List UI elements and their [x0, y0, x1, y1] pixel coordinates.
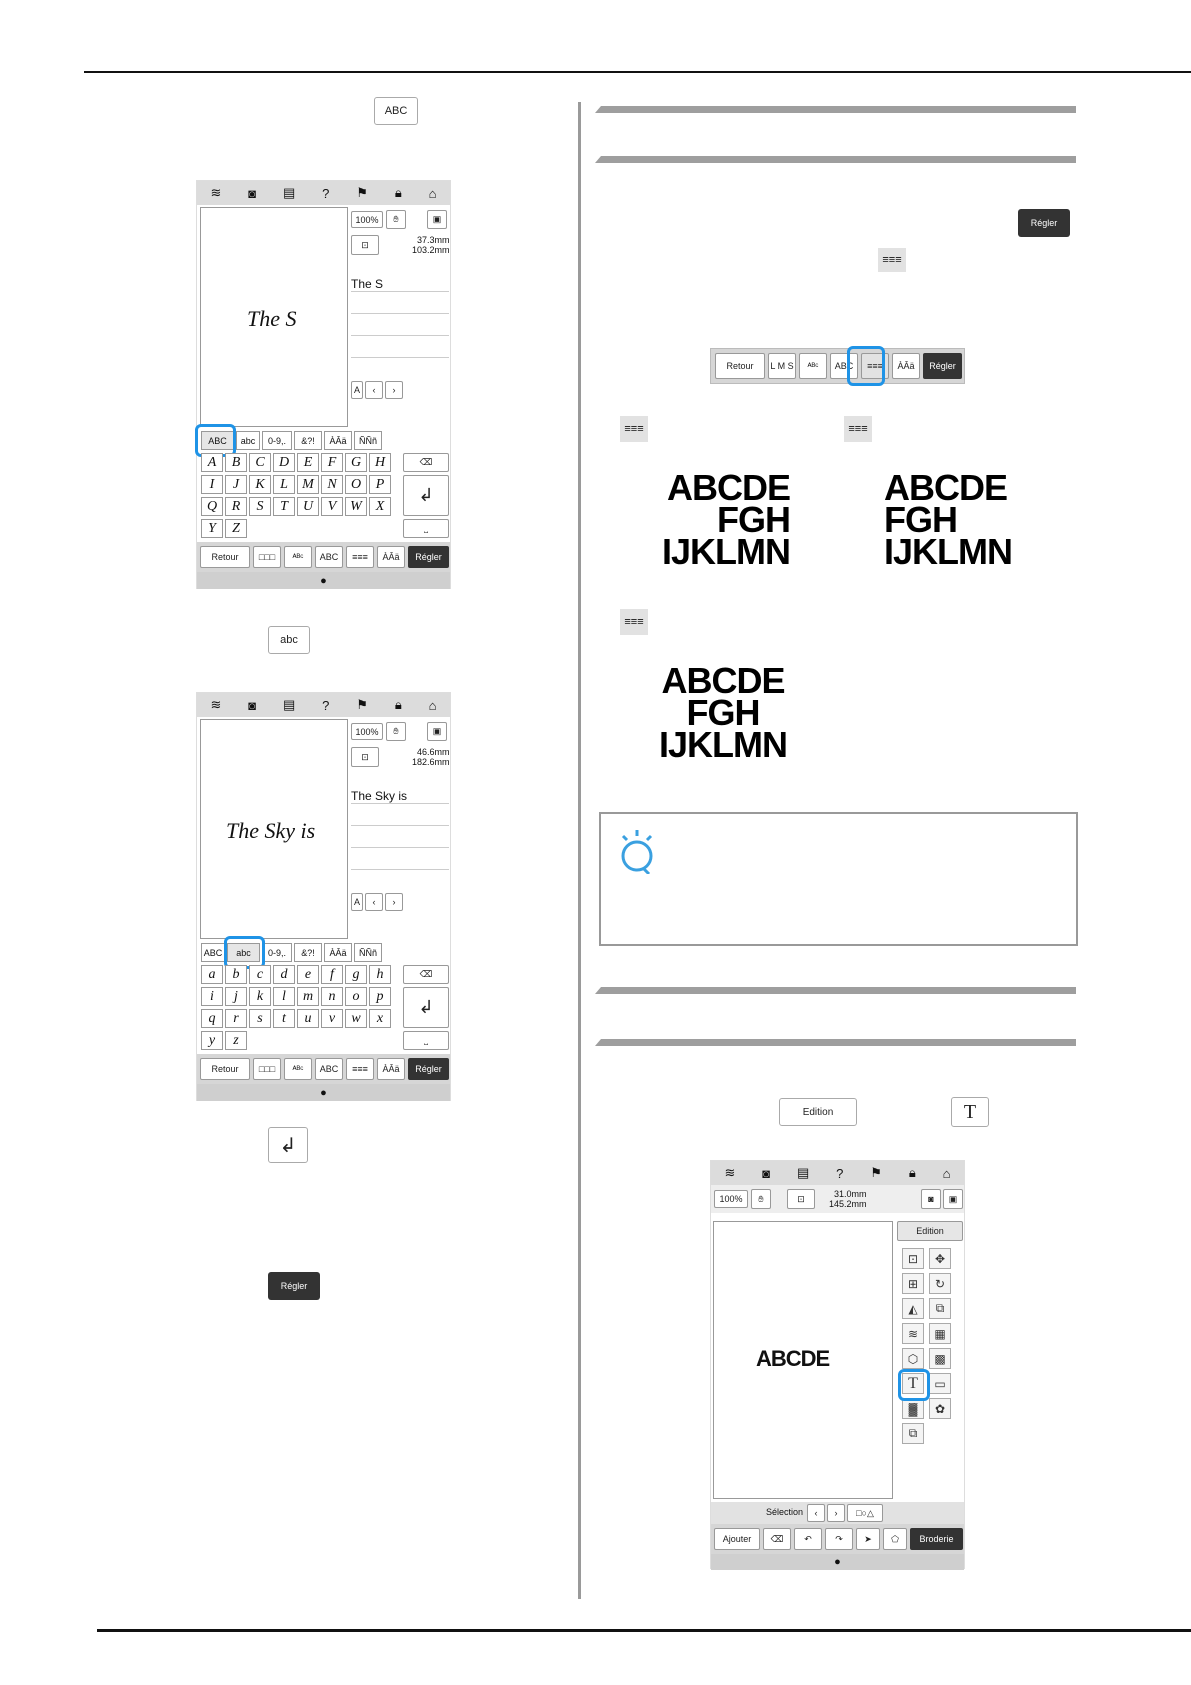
key-row — [201, 475, 391, 494]
key[interactable]: k — [249, 987, 271, 1006]
align-center-icon: ≡≡≡ — [878, 248, 906, 272]
font-button[interactable]: ÀÂä — [892, 353, 920, 379]
key[interactable]: W — [345, 497, 367, 516]
chevron-right-icon[interactable]: › — [827, 1504, 845, 1522]
top-toolbar — [197, 181, 450, 205]
space-icon[interactable]: ⎵ — [403, 519, 449, 538]
key[interactable]: d — [273, 965, 295, 984]
edition-tab[interactable]: Edition — [897, 1221, 963, 1241]
dim-height: 182.6mm — [412, 757, 450, 767]
text-input[interactable]: The S — [351, 277, 384, 291]
help-icon[interactable]: ? — [836, 1165, 844, 1181]
wifi-icon[interactable]: ≋ — [210, 185, 222, 200]
enter-icon[interactable]: ↲ — [403, 475, 449, 516]
key[interactable]: D — [273, 453, 295, 472]
dim-width: 46.6mm — [417, 747, 450, 757]
font-icon[interactable]: A — [351, 381, 363, 399]
enter-icon[interactable]: ↲ — [403, 987, 449, 1028]
dim-width: 37.3mm — [417, 235, 450, 245]
bottom-bar — [711, 1524, 964, 1554]
screen-edit — [710, 1160, 965, 1569]
key[interactable]: v — [321, 1009, 343, 1028]
tab-accents[interactable]: ÀÂä — [324, 431, 352, 450]
home-icon[interactable]: ⌂ — [428, 185, 437, 201]
key[interactable]: P — [369, 475, 391, 494]
camera-icon[interactable]: ◙ — [248, 185, 257, 201]
top-toolbar — [197, 693, 450, 717]
lock-icon[interactable]: 🔒︎ — [908, 1165, 916, 1180]
resize-icon[interactable]: ⊡ — [902, 1248, 924, 1269]
key[interactable]: y — [201, 1031, 223, 1050]
regler-button[interactable]: Régler — [923, 353, 962, 379]
key[interactable]: T — [273, 497, 295, 516]
status-bar — [197, 572, 450, 589]
shape-select-icon[interactable]: □○△ — [847, 1504, 883, 1522]
document-icon[interactable]: ▤ — [282, 185, 296, 200]
preview-icon[interactable]: ▣ — [943, 1189, 963, 1209]
key-row — [201, 453, 391, 472]
key[interactable]: e — [297, 965, 319, 984]
key[interactable]: K — [249, 475, 271, 494]
sample-line: FGH — [717, 499, 790, 540]
canvas-text: The S — [247, 306, 297, 331]
size-button[interactable]: □□□ — [253, 546, 281, 568]
status-bar — [197, 1084, 450, 1101]
wifi-icon[interactable]: ≋ — [210, 697, 222, 712]
chevron-left-icon[interactable]: ‹ — [365, 381, 383, 399]
sample-line: ABCDE — [884, 467, 1008, 508]
canvas[interactable] — [200, 207, 348, 427]
canvas[interactable] — [713, 1221, 893, 1499]
key[interactable]: g — [345, 965, 367, 984]
delete-icon[interactable]: ⌫ — [403, 453, 449, 472]
tab-abc-lower[interactable]: abc — [227, 943, 260, 962]
key[interactable]: f — [321, 965, 343, 984]
thread-icon: ● — [834, 1556, 841, 1568]
tab-symbols[interactable]: &?! — [294, 431, 322, 450]
retour-button[interactable]: Retour — [200, 1058, 250, 1080]
group-icon[interactable]: ⊞ — [902, 1273, 924, 1294]
key[interactable]: S — [249, 497, 271, 516]
sample-line: IJKLMN — [884, 531, 1012, 572]
chevron-left-icon[interactable]: ‹ — [365, 893, 383, 911]
tab-abc-lower[interactable]: abc — [236, 431, 260, 450]
key[interactable]: R — [225, 497, 247, 516]
key[interactable]: o — [345, 987, 367, 1006]
key[interactable]: w — [345, 1009, 367, 1028]
frame-icon: ⊡ — [351, 747, 379, 767]
align-button[interactable]: ≡≡≡ — [861, 353, 889, 379]
regler-button[interactable]: Régler — [408, 546, 449, 568]
stamp-icon[interactable]: ✿ — [929, 1398, 951, 1419]
key[interactable]: j — [225, 987, 247, 1006]
key[interactable]: z — [225, 1031, 247, 1050]
bottom-bar — [197, 542, 450, 572]
section-bar — [601, 1039, 1076, 1046]
tab-numbers[interactable]: 0-9,. — [262, 943, 292, 962]
thread-icon: ● — [320, 1086, 327, 1099]
lock-icon[interactable]: 🔒︎ — [394, 185, 402, 200]
retour-button[interactable]: Retour — [200, 546, 250, 568]
key[interactable]: l — [273, 987, 295, 1006]
canvas[interactable] — [200, 719, 348, 939]
lock-icon[interactable]: 🔒︎ — [394, 697, 402, 712]
help-icon[interactable]: ? — [322, 185, 330, 201]
column-separator — [578, 102, 581, 1599]
chevron-right-icon[interactable]: › — [385, 893, 403, 911]
size-button[interactable]: L M S — [768, 353, 796, 379]
abc-lowercase-button-ref[interactable]: abc — [268, 626, 310, 654]
sample-right-aligned — [656, 467, 790, 572]
key-row — [201, 1031, 247, 1050]
top-toolbar — [711, 1161, 964, 1185]
shape-icon[interactable]: ⬠ — [883, 1528, 907, 1550]
key[interactable]: u — [297, 1009, 319, 1028]
key[interactable]: A — [201, 453, 223, 472]
screen-uppercase — [196, 180, 451, 589]
key[interactable]: q — [201, 1009, 223, 1028]
applique-icon[interactable]: ⬡ — [902, 1348, 924, 1369]
key[interactable]: G — [345, 453, 367, 472]
wifi-icon[interactable]: ≋ — [724, 1165, 736, 1180]
align-center-icon: ≡≡≡ — [620, 609, 648, 635]
tab-special[interactable]: ÑÑñ — [354, 431, 382, 450]
key[interactable]: M — [297, 475, 319, 494]
key[interactable]: Y — [201, 519, 223, 538]
selection-bar — [711, 1502, 964, 1524]
key[interactable]: C — [249, 453, 271, 472]
tab-numbers[interactable]: 0-9,. — [262, 431, 292, 450]
settings-icon[interactable]: ⚑ — [870, 1165, 882, 1180]
arc-button[interactable]: ᴬᴮᶜ — [284, 1058, 312, 1080]
key[interactable]: L — [273, 475, 295, 494]
tab-special[interactable]: ÑÑñ — [354, 943, 382, 962]
note-icon — [613, 826, 657, 874]
highlight-align — [847, 346, 885, 386]
screen-lowercase — [196, 692, 451, 1101]
spacing-button[interactable]: ABC — [830, 353, 858, 379]
key-row — [201, 497, 391, 516]
undo-icon[interactable]: ↶ — [794, 1528, 822, 1550]
key[interactable]: E — [297, 453, 319, 472]
camera-icon[interactable]: ◙ — [762, 1165, 771, 1181]
camera-icon[interactable]: ◙ — [248, 697, 257, 713]
hand-icon[interactable]: ✋︎ — [386, 722, 406, 741]
key[interactable]: p — [369, 987, 391, 1006]
note-box — [599, 812, 1078, 946]
camera-view-icon[interactable]: ◙ — [921, 1189, 941, 1209]
sample-centered — [656, 660, 790, 765]
selection-label: Sélection — [766, 1507, 804, 1517]
key[interactable]: X — [369, 497, 391, 516]
key[interactable]: m — [297, 987, 319, 1006]
align-button[interactable]: ≡≡≡ — [346, 546, 374, 568]
spacing-button[interactable]: ABC — [315, 1058, 343, 1080]
delete-icon[interactable]: ⌫ — [763, 1528, 791, 1550]
abc-uppercase-button-ref[interactable]: ABC — [374, 97, 418, 125]
document-icon[interactable]: ▤ — [796, 1165, 810, 1180]
sample-left-aligned — [884, 467, 1018, 572]
key[interactable]: N — [321, 475, 343, 494]
pointer-icon[interactable]: ➤ — [856, 1528, 880, 1550]
key-row — [201, 965, 391, 984]
key-row — [201, 519, 247, 538]
chevron-right-icon[interactable]: › — [385, 381, 403, 399]
key-row — [201, 987, 391, 1006]
info-bar — [711, 1185, 964, 1213]
border-icon[interactable]: ⧉ — [929, 1298, 951, 1319]
hand-icon[interactable]: ✋︎ — [386, 210, 406, 229]
dim-width: 31.0mm — [834, 1189, 867, 1199]
key[interactable]: H — [369, 453, 391, 472]
key[interactable]: n — [321, 987, 343, 1006]
tab-abc-upper[interactable]: ABC — [201, 943, 225, 962]
zoom-button[interactable]: 100% — [351, 211, 383, 228]
chevron-left-icon[interactable]: ‹ — [807, 1504, 825, 1522]
section-bar — [601, 156, 1076, 163]
canvas-text: ABCDE — [756, 1346, 830, 1371]
layer-icon[interactable]: ⧉ — [902, 1423, 924, 1444]
settings-icon[interactable]: ⚑ — [356, 697, 368, 712]
tab-accents[interactable]: ÀÂä — [324, 943, 352, 962]
key[interactable]: s — [249, 1009, 271, 1028]
ajouter-button[interactable]: Ajouter — [714, 1528, 760, 1550]
key[interactable]: O — [345, 475, 367, 494]
align-button[interactable]: ≡≡≡ — [346, 1058, 374, 1080]
regler-button-ref[interactable]: Régler — [268, 1272, 320, 1300]
text-tool-icon[interactable]: T — [902, 1373, 924, 1394]
text-tool-button-ref[interactable]: T — [951, 1097, 989, 1127]
sample-line: ABCDE — [661, 660, 785, 701]
key[interactable]: c — [249, 965, 271, 984]
key[interactable]: V — [321, 497, 343, 516]
font-button[interactable]: ÀÂä — [377, 546, 405, 568]
dim-height: 103.2mm — [412, 245, 450, 255]
align-toolbar — [710, 348, 965, 384]
status-bar — [711, 1554, 964, 1570]
home-icon[interactable]: ⌂ — [428, 697, 437, 713]
document-icon[interactable]: ▤ — [282, 697, 296, 712]
regler-button-ref[interactable]: Régler — [1018, 209, 1070, 237]
help-icon[interactable]: ? — [322, 697, 330, 713]
key[interactable]: B — [225, 453, 247, 472]
dim-height: 145.2mm — [829, 1199, 867, 1209]
regler-button[interactable]: Régler — [408, 1058, 449, 1080]
settings-icon[interactable]: ⚑ — [356, 185, 368, 200]
top-rule — [84, 71, 1191, 73]
text-input[interactable]: The Sky is — [351, 789, 408, 803]
key-row — [201, 1009, 391, 1028]
delete-icon[interactable]: ⌫ — [403, 965, 449, 984]
size-button[interactable]: □□□ — [253, 1058, 281, 1080]
align-left-icon: ≡≡≡ — [620, 416, 648, 442]
mirror-icon[interactable]: ◭ — [902, 1298, 924, 1319]
enter-button-ref[interactable]: ↲ — [268, 1127, 308, 1163]
density-icon[interactable]: ≋ — [902, 1323, 924, 1344]
key[interactable]: h — [369, 965, 391, 984]
spacing-button[interactable]: ABC — [315, 546, 343, 568]
sample-line: FGH — [884, 499, 957, 540]
rotate-icon[interactable]: ↻ — [929, 1273, 951, 1294]
key[interactable]: r — [225, 1009, 247, 1028]
retour-button[interactable]: Retour — [715, 353, 765, 379]
sample-line: IJKLMN — [662, 531, 790, 572]
home-icon[interactable]: ⌂ — [942, 1165, 951, 1181]
key[interactable]: Q — [201, 497, 223, 516]
font-icon[interactable]: A — [351, 893, 363, 911]
tab-abc-upper[interactable]: ABC — [201, 431, 234, 450]
zoom-button[interactable]: 100% — [351, 723, 383, 740]
sample-line: IJKLMN — [659, 724, 787, 765]
key[interactable]: a — [201, 965, 223, 984]
bottom-rule — [97, 1629, 1191, 1632]
key[interactable]: U — [297, 497, 319, 516]
preview-icon[interactable]: ▣ — [427, 722, 447, 741]
fill-icon[interactable]: ▓ — [902, 1398, 924, 1419]
arc-button[interactable]: ᴬᴮᶜ — [284, 546, 312, 568]
space-icon[interactable]: ⎵ — [403, 1031, 449, 1050]
edition-button-ref[interactable]: Edition — [779, 1098, 857, 1126]
arc-button[interactable]: ᴬᴮᶜ — [799, 353, 827, 379]
key[interactable]: J — [225, 475, 247, 494]
key[interactable]: x — [369, 1009, 391, 1028]
sample-line: ABCDE — [666, 467, 790, 508]
bottom-bar — [197, 1054, 450, 1084]
hand-icon[interactable]: ✋︎ — [751, 1189, 771, 1209]
sample-line: FGH — [686, 692, 760, 733]
key[interactable]: t — [273, 1009, 295, 1028]
pattern-icon[interactable]: ▩ — [929, 1348, 951, 1369]
key[interactable]: Z — [225, 519, 247, 538]
broderie-button[interactable]: Broderie — [910, 1528, 963, 1550]
frame-icon: ⊡ — [351, 235, 379, 255]
align-icon[interactable]: ▭ — [929, 1373, 951, 1394]
move-icon[interactable]: ✥ — [929, 1248, 951, 1269]
font-button[interactable]: ÀÂä — [377, 1058, 405, 1080]
thread-icon: ● — [320, 574, 327, 587]
key[interactable]: b — [225, 965, 247, 984]
section-bar — [601, 106, 1076, 113]
key[interactable]: I — [201, 475, 223, 494]
section-bar — [601, 987, 1076, 994]
key[interactable]: i — [201, 987, 223, 1006]
canvas-text: The Sky is — [226, 818, 316, 843]
align-right-icon: ≡≡≡ — [844, 416, 872, 442]
redo-icon[interactable]: ↷ — [825, 1528, 853, 1550]
color-icon[interactable]: ▦ — [929, 1323, 951, 1344]
highlight-text-tool — [898, 1369, 930, 1401]
preview-icon[interactable]: ▣ — [427, 210, 447, 229]
frame-icon: ⊡ — [787, 1189, 815, 1209]
key[interactable]: F — [321, 453, 343, 472]
zoom-button[interactable]: 100% — [714, 1190, 748, 1208]
tab-symbols[interactable]: &?! — [294, 943, 322, 962]
